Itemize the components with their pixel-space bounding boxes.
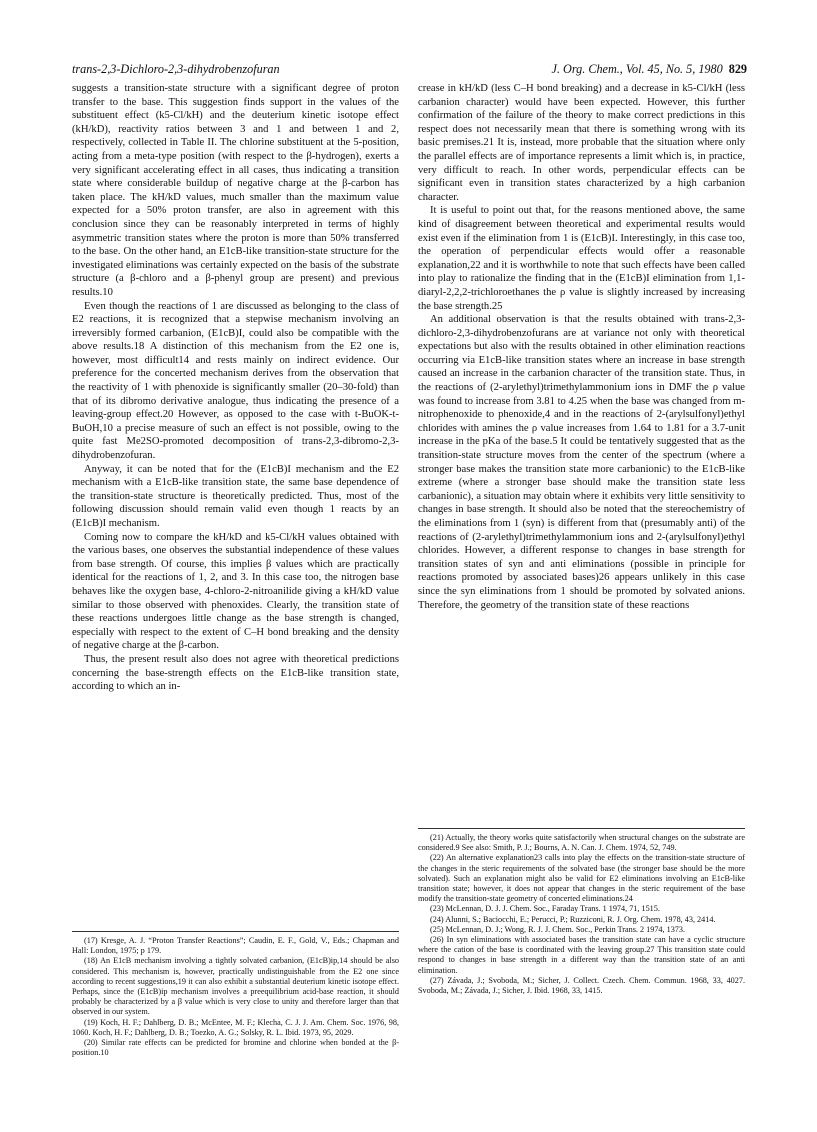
page-number: 829 [728, 62, 747, 76]
paragraph: An additional observation is that the results obtained with trans-2,3-dichloro-2,3-dihydrobenzofurans are at variance not only with theoretical expectations but also with the results obtained in other elimination reactions occurring via E1cB-like transition states where an increase in base strength caused an increase in the carbanion character of the transition state. Thus, in the reactions of (2-arylethyl)trimethylammonium ions in DMF the ρ value was found to increase from 3.81 to 4.25 when the base was changed from m-nitrophenoxide to phenoxide,4 and in the reactions of 2-(arylsulfonyl)ethyl chlorides with amines the ρ value increases from 1.64 to 1.81 for a 3.7-unit increase in the pKa of the base.5 It could be tentatively suggested that as the transition-state structure moves from the center of the spectrum (where a stronger base makes the transition state more carbanionic) to the E1cB-like extreme (where a stronger base should make the transition state less carbanionic), a situation may obtain where it exhibits very little sensitivity to changes in base strength. It should also be noted that the stereochemistry of the eliminations from 1 (syn) is different from that (presumably anti) of the reactions of (2-arylethyl)trimethylammonium ions and 2-(arylsulfonyl)ethyl chlorides. However, a different response to changes in base strength for transition states of syn and anti eliminations (possible in principle for reactions promoted by associated bases)26 appears unlikely in this case since the syn eliminations from 1 should be promoted by solvated anions. Therefore, the geometry of the transition state of these reactions [418, 314, 745, 611]
paragraph: crease in kH/kD (less C–H bond breaking) and a decrease in k5-Cl/kH (less carbanion character) would have been expected. However, this further confirmation of the failure of the theory to make correct predictions in this respect does not necessarily mean that there is something wrong with its basic premises.21 It is, instead, more probable that the situation where only the parallel effects are of importance represents a limit which is, in practice, very difficult to reach. In other words, perpendicular effects can be significant even in transition states characterized by a high carbanion character. [418, 83, 745, 203]
footnote: (24) Alunni, S.; Baciocchi, E.; Perucci, P.; Ruzziconi, R. J. Org. Chem. 1978, 43, 2414. [430, 914, 716, 924]
footnote: (22) An alternative explanation23 calls into play the effects on the transition-state structure of the changes in the steric requirements of the solvated base (the stronger base should be the more solvated). Such an explanation might also be valid for E2 eliminations involving an E1cB-like transition state; however, it does not appear that changes in the steric requirement of the base modify the transition-state geometry of concerted eliminations.24 [418, 853, 745, 904]
footnote-divider [418, 828, 745, 829]
paragraph: Even though the reactions of 1 are discussed as belonging to the class of E2 reactions, it is recognized that a stepwise mechanism involving an irreversibly formed carbanion, (E1cB)I, could also be compatible with the above results.18 A distinction of this mechanism from the E2 one is, however, most difficult14 and rests mainly on indirect evidence. Our preference for the concerted mechanism derives from the observation that the reactivity of 1 with phenoxide is significantly smaller (20–30-fold) than that of its dibromo derivative analogue, thus indicating the presence of a leaving-group effect.20 However, as opposed to the case with t-BuOK-t-BuOH,10 a precise measure of such an effect is not possible, owing to the quite fast Me2SO-promoted decomposition of trans-2,3-dibromo-2,3-dihydrobenzofuran. [72, 300, 399, 462]
running-head-journal [552, 62, 747, 77]
paragraph: Anyway, it can be noted that for the (E1cB)I mechanism and the E2 mechanism with a E1cB-like transition state, the same base dependence of the transition-state structure is theoretically predicted. Thus, most of the following discussion should remain valid even though 1 reacts by an (E1cB)I mechanism. [72, 463, 399, 529]
paragraph: Coming now to compare the kH/kD and k5-Cl/kH values obtained with the various bases, one observes the substantial independence of these values from base strength. Of course, this implies β values which are practically identical for the reactions of 1, 2, and 3. In this case too, the nitrogen base behaves like the oxygen base, 4-chloro-2-nitroanilide giving a kH/kD value similar to those observed with phenoxides. Clearly, the transition state of these reactions undergoes little change as the base strength is changed, especially with respect to the extent of C–H bond breaking and the density of negative charge at the β-carbon. [72, 531, 399, 652]
right-column [418, 82, 745, 612]
running-head [72, 62, 747, 78]
footnote-divider [72, 931, 399, 932]
footnote: (25) McLennan, D. J.; Wong, R. J. J. Chem. Soc., Perkin Trans. 2 1974, 1373. [430, 924, 686, 934]
left-footnotes [72, 923, 399, 1058]
footnote: (20) Similar rate effects can be predicted for bromine and chlorine when bonded at the β-position.10 [72, 1038, 399, 1058]
paragraph: suggests a transition-state structure with a significant degree of proton transfer to the base. This suggestion finds support in the values of the substituent effect (k5-Cl/kH) and the deuterium kinetic isotope effect (kH/kD), reactivity ratios between 3 and 1 and between 1 and 2, respectively, collected in Table II. The chlorine substituent at the 5-position, acting from a meta-type position (with respect to the β-hydrogen), exerts a very significant accelerating effect in all cases, thus indicating a transition state where considerable buildup of negative charge at the β-carbon has taken place. The kH/kD values, much smaller than the maximum value expected for a 50% proton transfer, are also in agreement with this conclusion since they can be reasonably interpreted in terms of highly asymmetric transition states where the proton is more than 50% transferred to the base. On the other hand, an E1cB-like transition-state structure for the investigated eliminations was certainly expected on the basis of the substrate structure (a β-chloro and a β-phenyl group are present) and previous results.10 [72, 83, 399, 298]
running-head-title: trans-2,3-Dichloro-2,3-dihydrobenzofuran [72, 62, 280, 76]
right-footnotes [418, 820, 745, 996]
footnote: (23) McLennan, D. J. J. Chem. Soc., Faraday Trans. 1 1974, 71, 1515. [430, 904, 660, 914]
paragraph: Thus, the present result also does not agree with theoretical predictions concerning the base-strength effects on the E1cB-like transition state, according to which an in- [72, 653, 399, 693]
footnote: (26) In syn eliminations with associated bases the transition state can have a cyclic structure where the cation of the base is coordinated with the leaving group.27 This transition state could respond to changes in base strength in a different way than the transition state of an anti elimination. [418, 935, 745, 975]
footnote: (18) An E1cB mechanism involving a tightly solvated carbanion, (E1cB)ip,14 should be also considered. This mechanism is, however, practically undistinguishable from the E2 one since according to recent suggestions,19 it can also exhibit a substantial deuterium kinetic isotope effect. Perhaps, since the (E1cB)ip mechanism involves a preequilibrium acid-base reaction, it should probably be characterized by a β value which is very close to unity and therefore larger than that observed in our system. [72, 956, 399, 1017]
journal-citation: J. Org. Chem., Vol. 45, No. 5, 1980 [551, 62, 723, 76]
footnote: (27) Závada, J.; Svoboda, M.; Sicher, J. Collect. Czech. Chem. Commun. 1968, 33, 4027. Svoboda, M.; Závada, J.; Sicher, J. Ibid. 1968, 33, 1415. [418, 975, 745, 996]
left-column [72, 82, 399, 694]
footnote: (17) Kresge, A. J. “Proton Transfer Reactions”; Caudin, E. F., Gold, V., Eds.; Chapman and Hall: London, 1975; p 179. [72, 936, 399, 956]
footnote: (19) Koch, H. F.; Dahlberg, D. B.; McEntee, M. F.; Klecha, C. J. J. Am. Chem. Soc. 1976, 98, 1060. Koch, H. F.; Dahlberg, D. B.; Toezko, A. G.; Solsky, R. L. Ibid. 1973, 95, 2029. [72, 1017, 399, 1037]
paragraph: It is useful to point out that, for the reasons mentioned above, the same kind of disagreement between theoretical and experimental results would exist even if the elimination from 1 is (E1cB)I. Interestingly, in this case too, the operation of perpendicular effects would offer a reasonable explanation,22 and it is worthwhile to note that such effects have been called into play to rationalize the finding that in the (E1cB)I elimination from 1,1-diaryl-2,2,2-trichloroethanes the ρ value is slightly increased by increasing the base strength.25 [418, 205, 745, 312]
footnote: (21) Actually, the theory works quite satisfactorily when structural changes on the substrate are considered.9 See also: Smith, P. J.; Bourns, A. N. Can. J. Chem. 1974, 52, 749. [418, 833, 745, 853]
